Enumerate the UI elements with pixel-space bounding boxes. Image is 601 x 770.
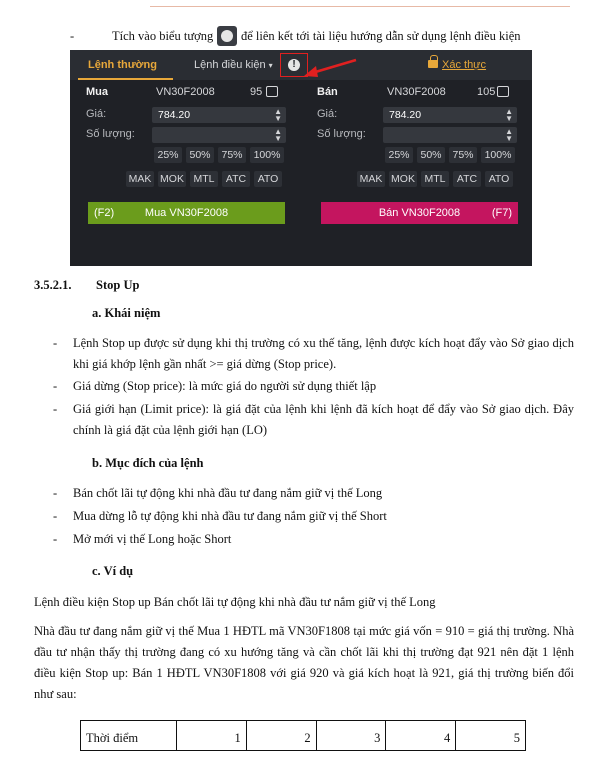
sell-order-mok[interactable]: MOK bbox=[389, 171, 417, 187]
section-number: 3.5.2.1. bbox=[34, 278, 72, 292]
list-item: - Giá giới hạn (Limit price): là giá đặt của lệnh khi lệnh đã kích hoạt để đẩy vào Sở giao dịch. Đây chính là giá đặt của lệnh giới hạn (LO) bbox=[53, 399, 574, 441]
table-row bbox=[81, 721, 526, 751]
stepper-icon[interactable]: ▲ ▼ bbox=[274, 107, 282, 123]
buy-button-key: (F2) bbox=[94, 207, 115, 219]
list-item: - Lệnh Stop up được sử dụng khi thị trường có xu thế tăng, lệnh được kích hoạt đẩy vào Sở giao dịch khi giá khớp lệnh gần nhất >= giá dừng (Stop price). bbox=[53, 333, 574, 375]
buy-title: Mua bbox=[86, 86, 108, 98]
sell-amount-label: Số lượng: bbox=[317, 128, 366, 140]
buy-button-label: Mua VN30F2008 bbox=[144, 207, 229, 219]
buy-order-atc[interactable]: ATC bbox=[222, 171, 250, 187]
example-paragraph-1: Lệnh điều kiện Stop up Bán chốt lãi tự động khi nhà đầu tư nắm giữ vị thế Long bbox=[34, 595, 436, 609]
bullet-dash: - bbox=[70, 29, 75, 43]
buy-button[interactable] bbox=[88, 202, 285, 224]
buy-pct-50[interactable]: 50% bbox=[186, 147, 214, 163]
buy-amount-input[interactable] bbox=[152, 127, 286, 143]
intro-text-before: Tích vào biểu tượng bbox=[112, 29, 214, 43]
sell-order-ato[interactable]: ATO bbox=[485, 171, 513, 187]
sell-order-mak[interactable]: MAK bbox=[357, 171, 385, 187]
part-a-heading: a. Khái niệm bbox=[92, 306, 161, 320]
buy-order-mok[interactable]: MOK bbox=[158, 171, 186, 187]
buy-pct-75[interactable]: 75% bbox=[218, 147, 246, 163]
wallet-icon[interactable] bbox=[266, 86, 278, 97]
red-arrow-icon bbox=[300, 56, 360, 80]
sell-title: Bán bbox=[317, 86, 338, 98]
buy-order-mak[interactable]: MAK bbox=[126, 171, 154, 187]
auth-link[interactable]: Xác thực bbox=[442, 59, 487, 71]
sell-button-key: (F7) bbox=[491, 207, 512, 219]
buy-symbol: VN30F2008 bbox=[156, 86, 215, 98]
stepper-icon[interactable]: ▲ ▼ bbox=[274, 127, 282, 143]
sell-pct-25[interactable]: 25% bbox=[385, 147, 413, 163]
sell-pct-50[interactable]: 50% bbox=[417, 147, 445, 163]
sell-price-label: Giá: bbox=[317, 108, 338, 120]
sell-amount-input[interactable] bbox=[383, 127, 517, 143]
buy-panel bbox=[70, 80, 301, 266]
part-c-heading: c. Ví dụ bbox=[92, 564, 134, 578]
list-item-text: Mua dừng lỗ tự động khi nhà đầu tư đang nắm giữ vị thế Short bbox=[73, 509, 387, 523]
sell-order-mtl[interactable]: MTL bbox=[421, 171, 449, 187]
info-icon[interactable]: ! bbox=[288, 59, 300, 71]
stepper-icon[interactable]: ▲ ▼ bbox=[505, 127, 513, 143]
list-item-text: Mở mới vị thế Long hoặc Short bbox=[73, 532, 232, 546]
section-title: Stop Up bbox=[96, 278, 140, 292]
buy-pct-100[interactable]: 100% bbox=[250, 147, 284, 163]
sell-order-atc[interactable]: ATC bbox=[453, 171, 481, 187]
table-cell: 1 bbox=[177, 721, 247, 751]
table-cell: 2 bbox=[246, 721, 316, 751]
sell-panel bbox=[301, 80, 532, 266]
header-rule bbox=[0, 0, 601, 8]
table-cell: 5 bbox=[456, 721, 526, 751]
list-item-text: Giá giới hạn (Limit price): là giá đặt của lệnh khi lệnh đã kích hoạt để đẩy vào Sở giao dịch. Đây chính là giá đặt của lệnh giới hạn (LO) bbox=[73, 402, 574, 437]
list-item-text: Lệnh Stop up được sử dụng khi thị trường có xu thế tăng, lệnh được kích hoạt đẩy vào Sở giao dịch khi giá khớp lệnh gần nhất >= giá dừng (Stop price). bbox=[73, 336, 574, 371]
buy-price-value: 784.20 bbox=[158, 109, 191, 121]
buy-order-mtl[interactable]: MTL bbox=[190, 171, 218, 187]
price-table bbox=[80, 720, 526, 751]
lock-icon bbox=[428, 60, 438, 68]
table-cell: 3 bbox=[316, 721, 386, 751]
intro-text-after: để liên kết tới tài liệu hướng dẫn sử dụng lệnh điều kiện bbox=[241, 29, 521, 43]
buy-price-label: Giá: bbox=[86, 108, 107, 120]
sell-qty: 105 bbox=[477, 86, 496, 98]
buy-price-input[interactable] bbox=[152, 107, 286, 123]
table-cell: 4 bbox=[386, 721, 456, 751]
buy-pct-25[interactable]: 25% bbox=[154, 147, 182, 163]
buy-order-ato[interactable]: ATO bbox=[254, 171, 282, 187]
info-icon[interactable] bbox=[217, 26, 237, 46]
sell-pct-75[interactable]: 75% bbox=[449, 147, 477, 163]
sell-price-input[interactable] bbox=[383, 107, 517, 123]
list-item-text: Bán chốt lãi tự động khi nhà đầu tư đang nắm giữ vị thế Long bbox=[73, 486, 383, 500]
tab-conditional-order[interactable] bbox=[194, 50, 273, 80]
buy-amount-label: Số lượng: bbox=[86, 128, 135, 140]
wallet-icon[interactable] bbox=[497, 86, 509, 97]
tab-conditional-label: Lệnh điều kiện bbox=[194, 59, 266, 71]
sell-button-label: Bán VN30F2008 bbox=[378, 207, 461, 219]
list-item-text: Giá dừng (Stop price): là mức giá do người sử dụng thiết lập bbox=[73, 379, 377, 393]
table-header-cell: Thời điểm bbox=[81, 721, 177, 751]
part-b-heading: b. Mục đích của lệnh bbox=[92, 456, 204, 470]
buy-qty: 95 bbox=[250, 86, 263, 98]
stepper-icon[interactable]: ▲ ▼ bbox=[505, 107, 513, 123]
tab-normal-order[interactable]: Lệnh thường bbox=[78, 50, 173, 80]
sell-price-value: 784.20 bbox=[389, 109, 422, 121]
chevron-down-icon: ▾ bbox=[268, 61, 273, 70]
sell-pct-100[interactable]: 100% bbox=[481, 147, 515, 163]
sell-button[interactable] bbox=[321, 202, 518, 224]
sell-symbol: VN30F2008 bbox=[387, 86, 446, 98]
example-paragraph-2: Nhà đầu tư đang nắm giữ vị thế Mua 1 HĐTL mã VN30F1808 tại mức giá vốn = 910 = giá thị trường. Nhà đầu tư nhận thấy thị trường đang có xu hướng tăng và cần chốt lãi khi thị trường đạt 921 nên đặt 1 lệnh điều kiện Stop up: Bán 1 HĐTL VN30F1808 với giá 920 và giá kích hoạt là 921, giá thị trường biến đổi như sau: bbox=[34, 624, 574, 701]
trading-widget bbox=[70, 50, 532, 266]
